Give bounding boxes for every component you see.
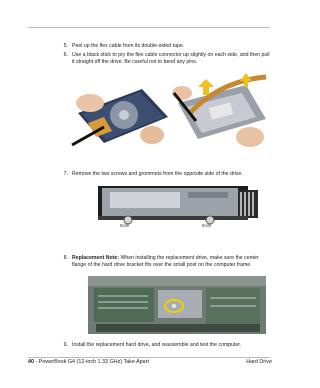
hard-drive-screws-photo: [88, 184, 266, 230]
step-number: 5.: [63, 43, 68, 49]
step-text: [72, 255, 285, 269]
step-number: 6.: [63, 52, 68, 58]
footer-left: [28, 359, 149, 366]
step-number: 7.: [63, 171, 68, 177]
document-title: PowerBook G4 (12-inch 1.33 GHz) Take Apart: [38, 359, 149, 365]
hard-drive-flex-cable-photo: [70, 73, 270, 153]
replacement-note-label: Replacement Note:: [72, 255, 119, 261]
footer-separator: -: [34, 359, 39, 365]
screw-label-right: 5mm: [202, 223, 212, 228]
step-6: [60, 52, 285, 68]
step-text-line: it straight off the drive. Be careful not to bend any pins.: [72, 59, 198, 65]
bottom-rule: [28, 357, 270, 358]
step-number: 9.: [63, 342, 68, 348]
screw-label-left: 5mm: [120, 223, 130, 228]
step-text: Install the replacement hard drive, and reassemble and test the computer.: [72, 342, 242, 348]
step-text-line: flange of the hard drive bracket fits over the small post on the computer frame.: [72, 262, 252, 268]
page-number: 40: [28, 359, 34, 365]
step-text-line: When installing the replacement drive, make sure the center: [119, 255, 259, 261]
computer-frame-photo: [88, 276, 266, 334]
top-rule: [28, 27, 270, 28]
step-number: 8.: [63, 255, 68, 261]
step-text: [72, 52, 285, 66]
step-text: Remove the two screws and grommets from the opposite side of the drive.: [72, 171, 243, 177]
footer-section: Hard Drive: [246, 359, 272, 365]
step-text: Peel up the flex cable from its double-sided tape.: [72, 43, 185, 49]
step-text-line: Use a black stick to pry the flex cable connector up slightly on each side, and then pull: [72, 52, 270, 58]
step-8: [60, 255, 285, 271]
